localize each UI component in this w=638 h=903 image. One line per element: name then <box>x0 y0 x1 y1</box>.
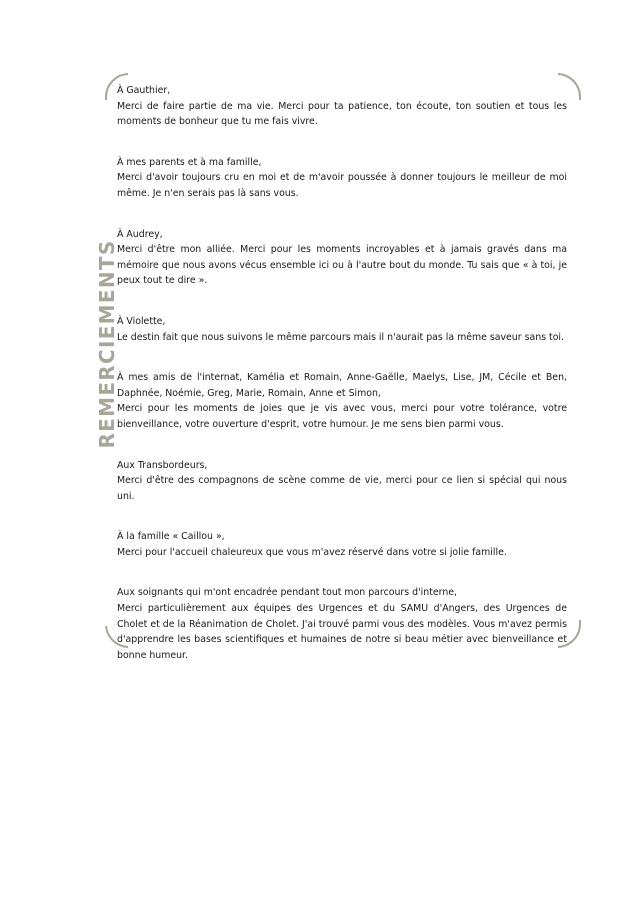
paragraph-body: Merci pour les moments de joies que je vis avec vous, merci pour votre tolérance, votre bienveillance, votre ouverture d'esprit, votre humour. Je me sens bien parmi vous. <box>117 403 567 430</box>
frame-gap-right <box>574 100 588 620</box>
paragraph-body: Le destin fait que nous suivons le même parcours mais il n'aurait pas la même saveur sans toi. <box>117 331 565 343</box>
paragraph-body: Merci de faire partie de ma vie. Merci pour ta patience, ton écoute, ton soutien et tous les moments de bonheur que tu me fais vivre. <box>117 100 567 128</box>
paragraph-salutation: À Gauthier, <box>117 85 171 96</box>
paragraph-body: Merci pour l'accueil chaleureux que vous m'avez réservé dans votre si jolie famille. <box>117 546 507 558</box>
paragraph-salutation: Aux soignants qui m'ont encadrée pendant tout mon parcours d'interne, <box>117 587 458 599</box>
paragraph-violette <box>117 314 567 345</box>
paragraph-audrey <box>117 227 567 289</box>
paragraph-salutation: À mes amis de l'internat, Kamélia et Romain, Anne-Gaëlle, Maelys, Lise, JM, Cécile et Ben, Daphnée, Noémie, Greg, Marie, Romain, Anne et Simon, <box>117 372 567 399</box>
paragraph-friends <box>117 370 567 432</box>
paragraph-salutation: Aux Transbordeurs, <box>117 459 208 471</box>
paragraph-salutation: À la famille « Caillou », <box>117 531 225 543</box>
paragraph-soignants <box>117 585 567 663</box>
paragraph-salutation: À Violette, <box>117 315 166 327</box>
paragraph-gauthier <box>117 83 567 130</box>
side-title: REMERCIEMENTS <box>95 239 119 449</box>
paragraph-salutation: À Audrey, <box>117 228 163 240</box>
paragraph-transbordeurs <box>117 458 567 505</box>
paragraph-body: Merci particulièrement aux équipes des Urgences et du SAMU d'Angers, des Urgences de Cholet et de la Réanimation de Cholet. J'ai trouvé parmi vous des modèles. Vous m'avez permis d'apprendre les bases scientifiques et humaines de notre si beau métier avec bienveillance et bonne humeur. <box>117 603 567 661</box>
paragraph-salutation: À mes parents et à ma famille, <box>117 156 262 168</box>
acknowledgements-content <box>117 83 567 688</box>
paragraph-body: Merci d'être des compagnons de scène comme de vie, merci pour ce lien si spécial qui nous uni. <box>117 475 567 502</box>
paragraph-caillou <box>117 529 567 560</box>
paragraph-body: Merci d'avoir toujours cru en moi et de m'avoir poussée à donner toujours le meilleur de moi même. Je n'en serais pas là sans vous. <box>117 172 567 199</box>
frame-gap-top <box>128 68 558 80</box>
paragraph-parents <box>117 155 567 202</box>
paragraph-body: Merci d'être mon alliée. Merci pour les moments incroyables et à jamais gravés dans ma mémoire que nous avons vécus ensemble ici ou à l'autre bout du monde. Tu sais que « à toi, je peux tout te dire ». <box>117 244 567 287</box>
